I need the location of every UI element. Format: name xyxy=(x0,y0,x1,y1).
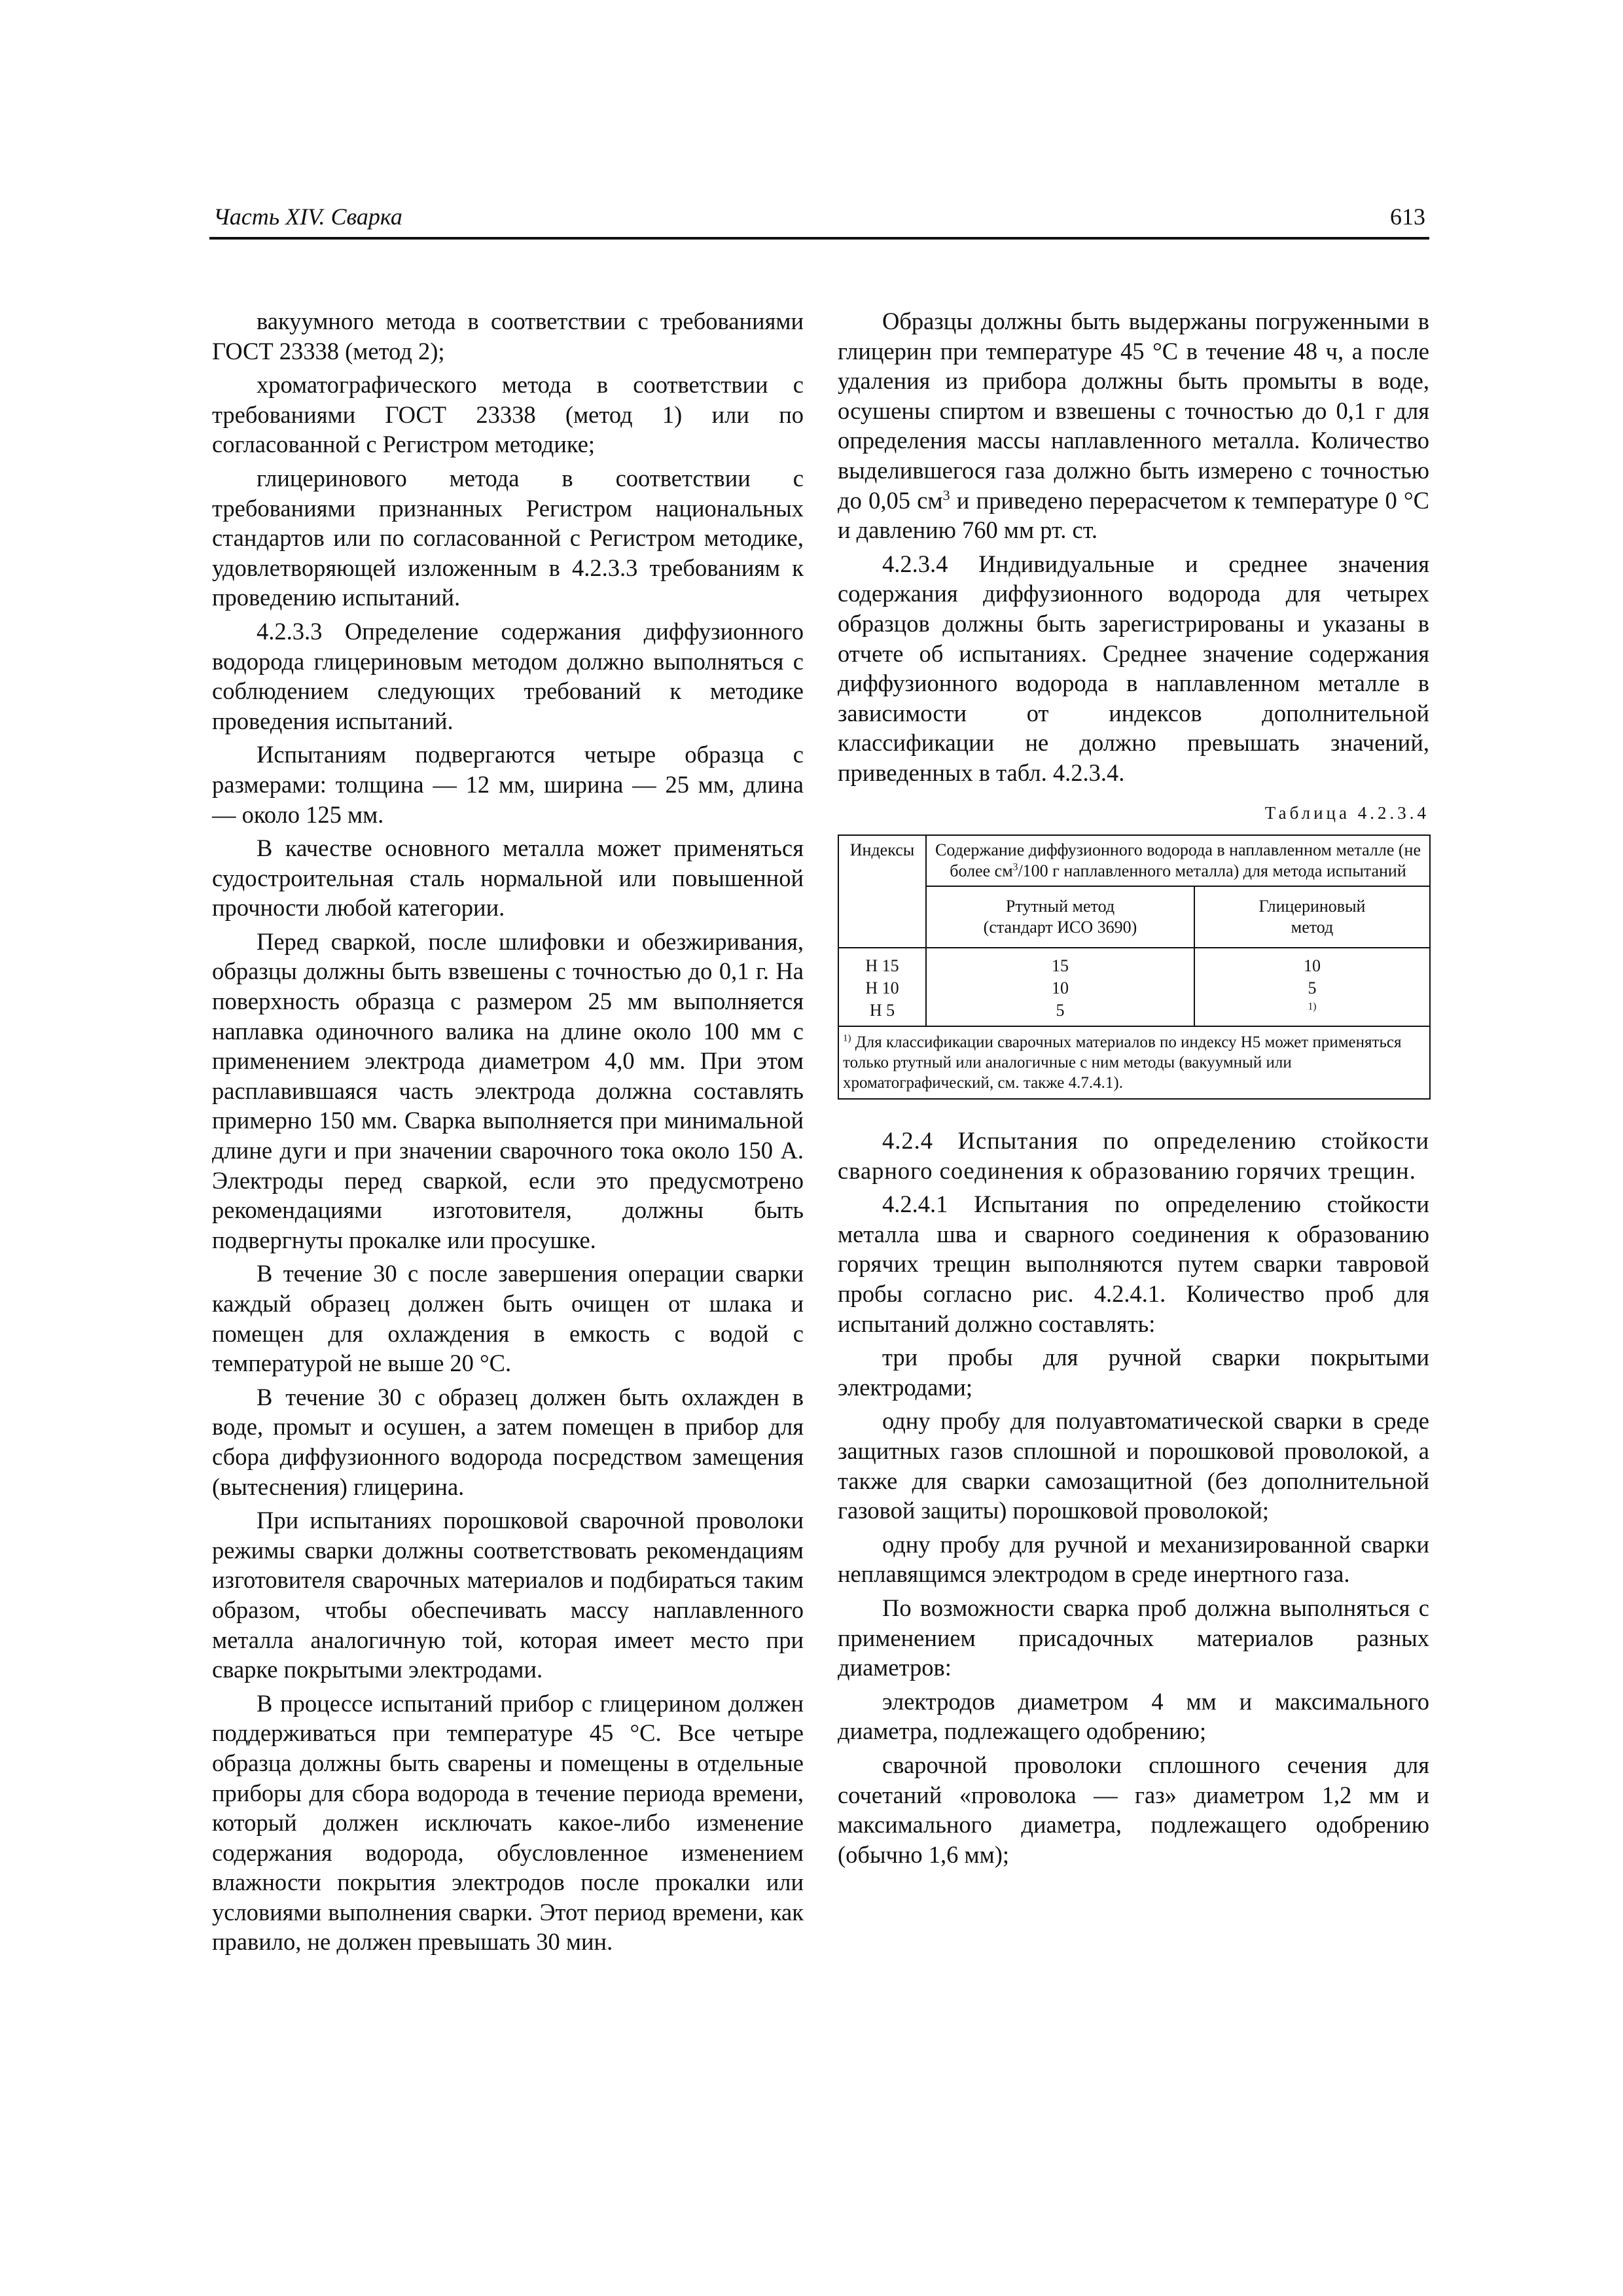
paragraph: вакуумного метода в соответствии с требованиями ГОСТ 23338 (метод 2); xyxy=(212,308,804,365)
index-cell: Н 15 Н 10 Н 5 xyxy=(838,948,926,1026)
paragraph: В качестве основного металла может применяться судостроительная сталь нормальной или повышенной прочности любой категории. xyxy=(212,834,804,922)
footnote-ref: 1) xyxy=(1308,1001,1317,1013)
table-header-row xyxy=(838,886,1430,948)
table-header-row xyxy=(838,835,1430,886)
table-caption: Таблица 4.2.3.4 xyxy=(1264,802,1429,823)
paragraph xyxy=(838,306,1429,545)
paragraph: По возможности сварка проб должна выполняться с применением присадочных материалов разных диаметров: xyxy=(838,1594,1429,1681)
column-header-glycerin: Глицериновый метод xyxy=(1194,886,1430,948)
paragraph: 4.2.3.3 Определение содержания диффузионного водорода глицериновым методом должно выполняться с соблюдением следующих требований к методике проведения испытаний. xyxy=(212,617,804,734)
paragraph-text: Образцы должны быть выдержаны погруженными в глицерин при температуре 45 °С в течение 48 ч, а после удаления из прибора должны быть промыты в воде, осушены спиртом и взвешены с точностью до 0,1 г для определения массы наплавленного металла. Количество выделившегося газа должно быть измерено с точностью до 0,05 см xyxy=(838,308,1429,514)
paragraph: электродов диаметром 4 мм и максимального диаметра, подлежащего одобрению; xyxy=(838,1687,1429,1745)
chapter-title: Часть XIV. Сварка xyxy=(213,204,402,230)
table-body-row xyxy=(838,948,1430,1026)
paragraph: 4.2.3.4 Индивидуальные и среднее значения содержания диффузионного водорода для четырех образцов должны быть зарегистрированы и указаны в отчете об испытаниях. Среднее значение содержания диффузионного водорода в наплавленном металле в зависимости от индексов дополнительной классификации не должно превышать значений, приведенных в табл. 4.2.3.4. xyxy=(838,550,1429,786)
paragraph: Перед сваркой, после шлифовки и обезжиривания, образцы должны быть взвешены с точностью до 0,1 г. На поверхность образца с размером 25 мм выполняется наплавка одиночного валика на длине около 100 мм с применением электрода диаметром 4,0 мм. При этом расплавившаяся часть электрода должна составлять примерно 150 мм. Сварка выполняется при минимальной длине дуги и при значении сварочного тока около 150 А. Электроды перед сваркой, если это предусмотрено рекомендациями изготовителя, должны быть подвергнуты прокалке или просушке. xyxy=(212,927,804,1253)
paragraph: одну пробу для полуавтоматической сварки в среде защитных газов сплошной и порошковой проволокой, а также для сварки самозащитной (без дополнительной газовой защиты) порошковой проволокой; xyxy=(838,1407,1429,1524)
paragraph: В процессе испытаний прибор с глицерином должен поддерживаться при температуре 45 °С. Все четыре образца должны быть сварены и помещены в отдельные приборы для сбора водорода в течение периода времени, который должен исключать какое-либо изменение содержания водорода, обусловленное изменением влажности покрытия электродов после прокалки или условиями выполнения сварки. Этот период времени, как правило, не должен превышать 30 мин. xyxy=(212,1689,804,1956)
paragraph-text: и приведено перерасчетом к температуре 0 °С и давлению 760 мм рт. ст. xyxy=(838,486,1429,544)
column-header-group: Содержание диффузионного водорода в наплавленном металле (не более $см^3/100$ г наплавленного металла) для метода испытаний xyxy=(926,835,1430,886)
right-column xyxy=(838,306,1429,1873)
running-header xyxy=(209,196,1429,240)
paragraph: В течение 30 с после завершения операции сварки каждый образец должен быть очищен от шлака и помещен для охлаждения в емкость с водой с температурой не выше 20 °С. xyxy=(212,1260,804,1377)
paragraph: Испытаниям подвергаются четыре образца с размерами: толщина — 12 мм, ширина — 25 мм, длина — около 125 мм. xyxy=(212,741,804,828)
paragraph: В течение 30 с образец должен быть охлажден в воде, промыт и осушен, а затем помещен в прибор для сбора диффузионного водорода посредством замещения (вытеснения) глицерина. xyxy=(212,1383,804,1500)
paragraph: 4.2.4.1 Испытания по определению стойкости металла шва и сварного соединения к образованию горячих трещин выполняются путем сварки тавровой пробы согласно рис. 4.2.4.1. Количество проб для испытаний должно составлять: xyxy=(838,1191,1429,1337)
paragraph: глицеринового метода в соответствии с требованиями признанных Регистром национальных стандартов или по согласованной с Регистром методике, удовлетворяющей изложенным в 4.2.3.3 требованиям к проведению испытаний. xyxy=(212,464,804,611)
paragraph: При испытаниях порошковой сварочной проволоки режимы сварки должны соответствовать рекомендациям изготовителя сварочных материалов и подбираться таким образом, чтобы обеспечивать массу наплавленного металла аналогичную той, которая имеет место при сварке покрытыми электродами. xyxy=(212,1507,804,1683)
left-column xyxy=(212,306,804,1961)
column-header-mercury: Ртутный метод (стандарт ИСО 3690) xyxy=(926,886,1194,948)
paragraph: сварочной проволоки сплошного сечения для сочетаний «проволока — газ» диаметром 1,2 мм и максимального диаметра, подлежащего одобрению (обычно 1,6 мм); xyxy=(838,1751,1429,1868)
hydrogen-content-table xyxy=(838,834,1431,1100)
paragraph: три пробы для ручной сварки покрытыми электродами; xyxy=(838,1344,1429,1401)
section-heading: 4.2.4 Испытания по определению стойкости сварного соединения к образованию горячих трещин. xyxy=(838,1127,1429,1184)
page-number: 613 xyxy=(1390,204,1425,230)
table-footnote: $^{1)}$ Для классификации сварочных материалов по индексу Н5 может применяться только ртутный или аналогичные с ним методы (вакуумный или хроматографический, см. также 4.7.4.1). xyxy=(838,1026,1430,1099)
paragraph: хроматографического метода в соответствии с требованиями ГОСТ 23338 (метод 1) или по согласованной с Регистром методике; xyxy=(212,371,804,458)
paragraph: одну пробу для ручной и механизированной сварки неплавящимся электродом в среде инертного газа. xyxy=(838,1530,1429,1588)
column-header-index: Индексы xyxy=(838,835,926,948)
superscript: 3 xyxy=(942,486,950,503)
glycerin-cell: 10 5 $^{1)}$ xyxy=(1194,948,1430,1026)
table-footnote-row xyxy=(838,1026,1430,1099)
mercury-cell: 15 10 5 xyxy=(926,948,1194,1026)
